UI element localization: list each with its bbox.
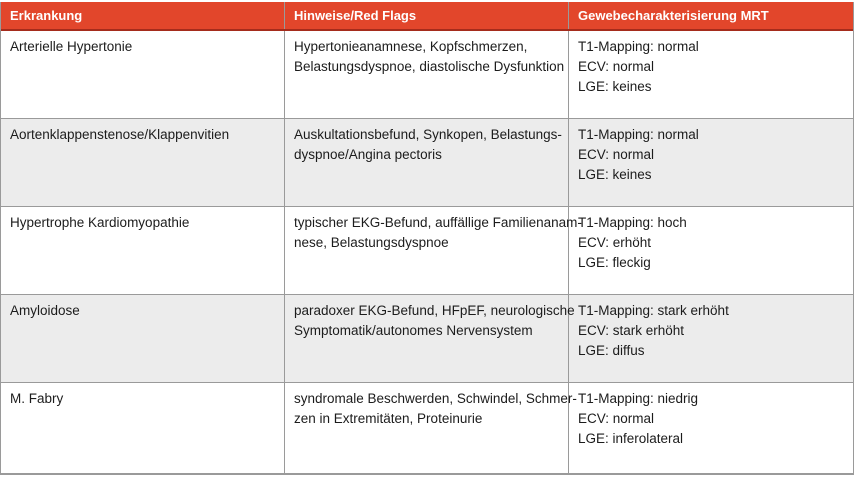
cell-hinweise [285, 207, 582, 294]
diagnostic-table [0, 2, 854, 475]
text-line: paradoxer EKG-Befund, HFpEF, neurologische [294, 303, 575, 318]
text-line: zen in Extremitäten, Proteinurie [294, 411, 483, 426]
table-row [1, 383, 853, 473]
cell-erkrankung: Amyloidose [1, 295, 285, 382]
cell-mrt [569, 207, 853, 294]
text-line: Symptomatik/autonomes Nervensystem [294, 323, 533, 338]
cell-hinweise [285, 119, 569, 206]
text-line: T1-Mapping: normal [578, 127, 699, 142]
cell-erkrankung: Aortenklappenstenose/Klappenvitien [1, 119, 285, 206]
text-line: syndromale Beschwerden, Schwindel, Schmer- [294, 391, 577, 406]
cell-hinweise [285, 295, 575, 382]
cell-hinweise [285, 31, 569, 118]
text-line: ECV: erhöht [578, 235, 652, 250]
text-line: LGE: inferolateral [578, 431, 684, 446]
text-line: T1-Mapping: stark erhöht [578, 303, 729, 318]
table-row [1, 31, 853, 119]
text-line: Hypertonieanamnese, Kopfschmerzen, [294, 39, 528, 54]
cell-mrt [569, 295, 853, 382]
column-header-erkrankung: Erkrankung [1, 2, 285, 29]
cell-mrt [569, 119, 853, 206]
table-row [1, 119, 853, 207]
text-line: dyspnoe/Angina pectoris [294, 147, 442, 162]
cell-erkrankung: M. Fabry [1, 383, 285, 473]
cell-erkrankung: Arterielle Hypertonie [1, 31, 285, 118]
text-line: Auskultationsbefund, Synkopen, Belastungs- [294, 127, 562, 142]
column-header-hinweise: Hinweise/Red Flags [285, 2, 569, 29]
text-line: LGE: fleckig [578, 255, 651, 270]
text-line: ECV: normal [578, 411, 655, 426]
text-line: ECV: normal [578, 147, 655, 162]
text-line: LGE: diffus [578, 343, 645, 358]
text-line: typischer EKG-Befund, auffällige Familienanam- [294, 215, 582, 230]
cell-erkrankung: Hypertrophe Kardiomyopathie [1, 207, 285, 294]
cell-mrt [569, 383, 853, 473]
text-line: T1-Mapping: hoch [578, 215, 687, 230]
table-header-row [1, 2, 853, 31]
text-line: nese, Belastungsdyspnoe [294, 235, 449, 250]
text-line: ECV: normal [578, 59, 655, 74]
table-row [1, 207, 853, 295]
text-line: T1-Mapping: normal [578, 39, 699, 54]
text-line: T1-Mapping: niedrig [578, 391, 699, 406]
table-row [1, 295, 853, 383]
column-header-mrt: Gewebecharakterisierung MRT [578, 8, 769, 23]
text-line: Belastungsdyspnoe, diastolische Dysfunktion [294, 59, 565, 74]
text-line: LGE: keines [578, 167, 652, 182]
text-line: LGE: keines [578, 79, 652, 94]
cell-hinweise [285, 383, 577, 473]
text-line: ECV: stark erhöht [578, 323, 685, 338]
cell-mrt [569, 31, 853, 118]
